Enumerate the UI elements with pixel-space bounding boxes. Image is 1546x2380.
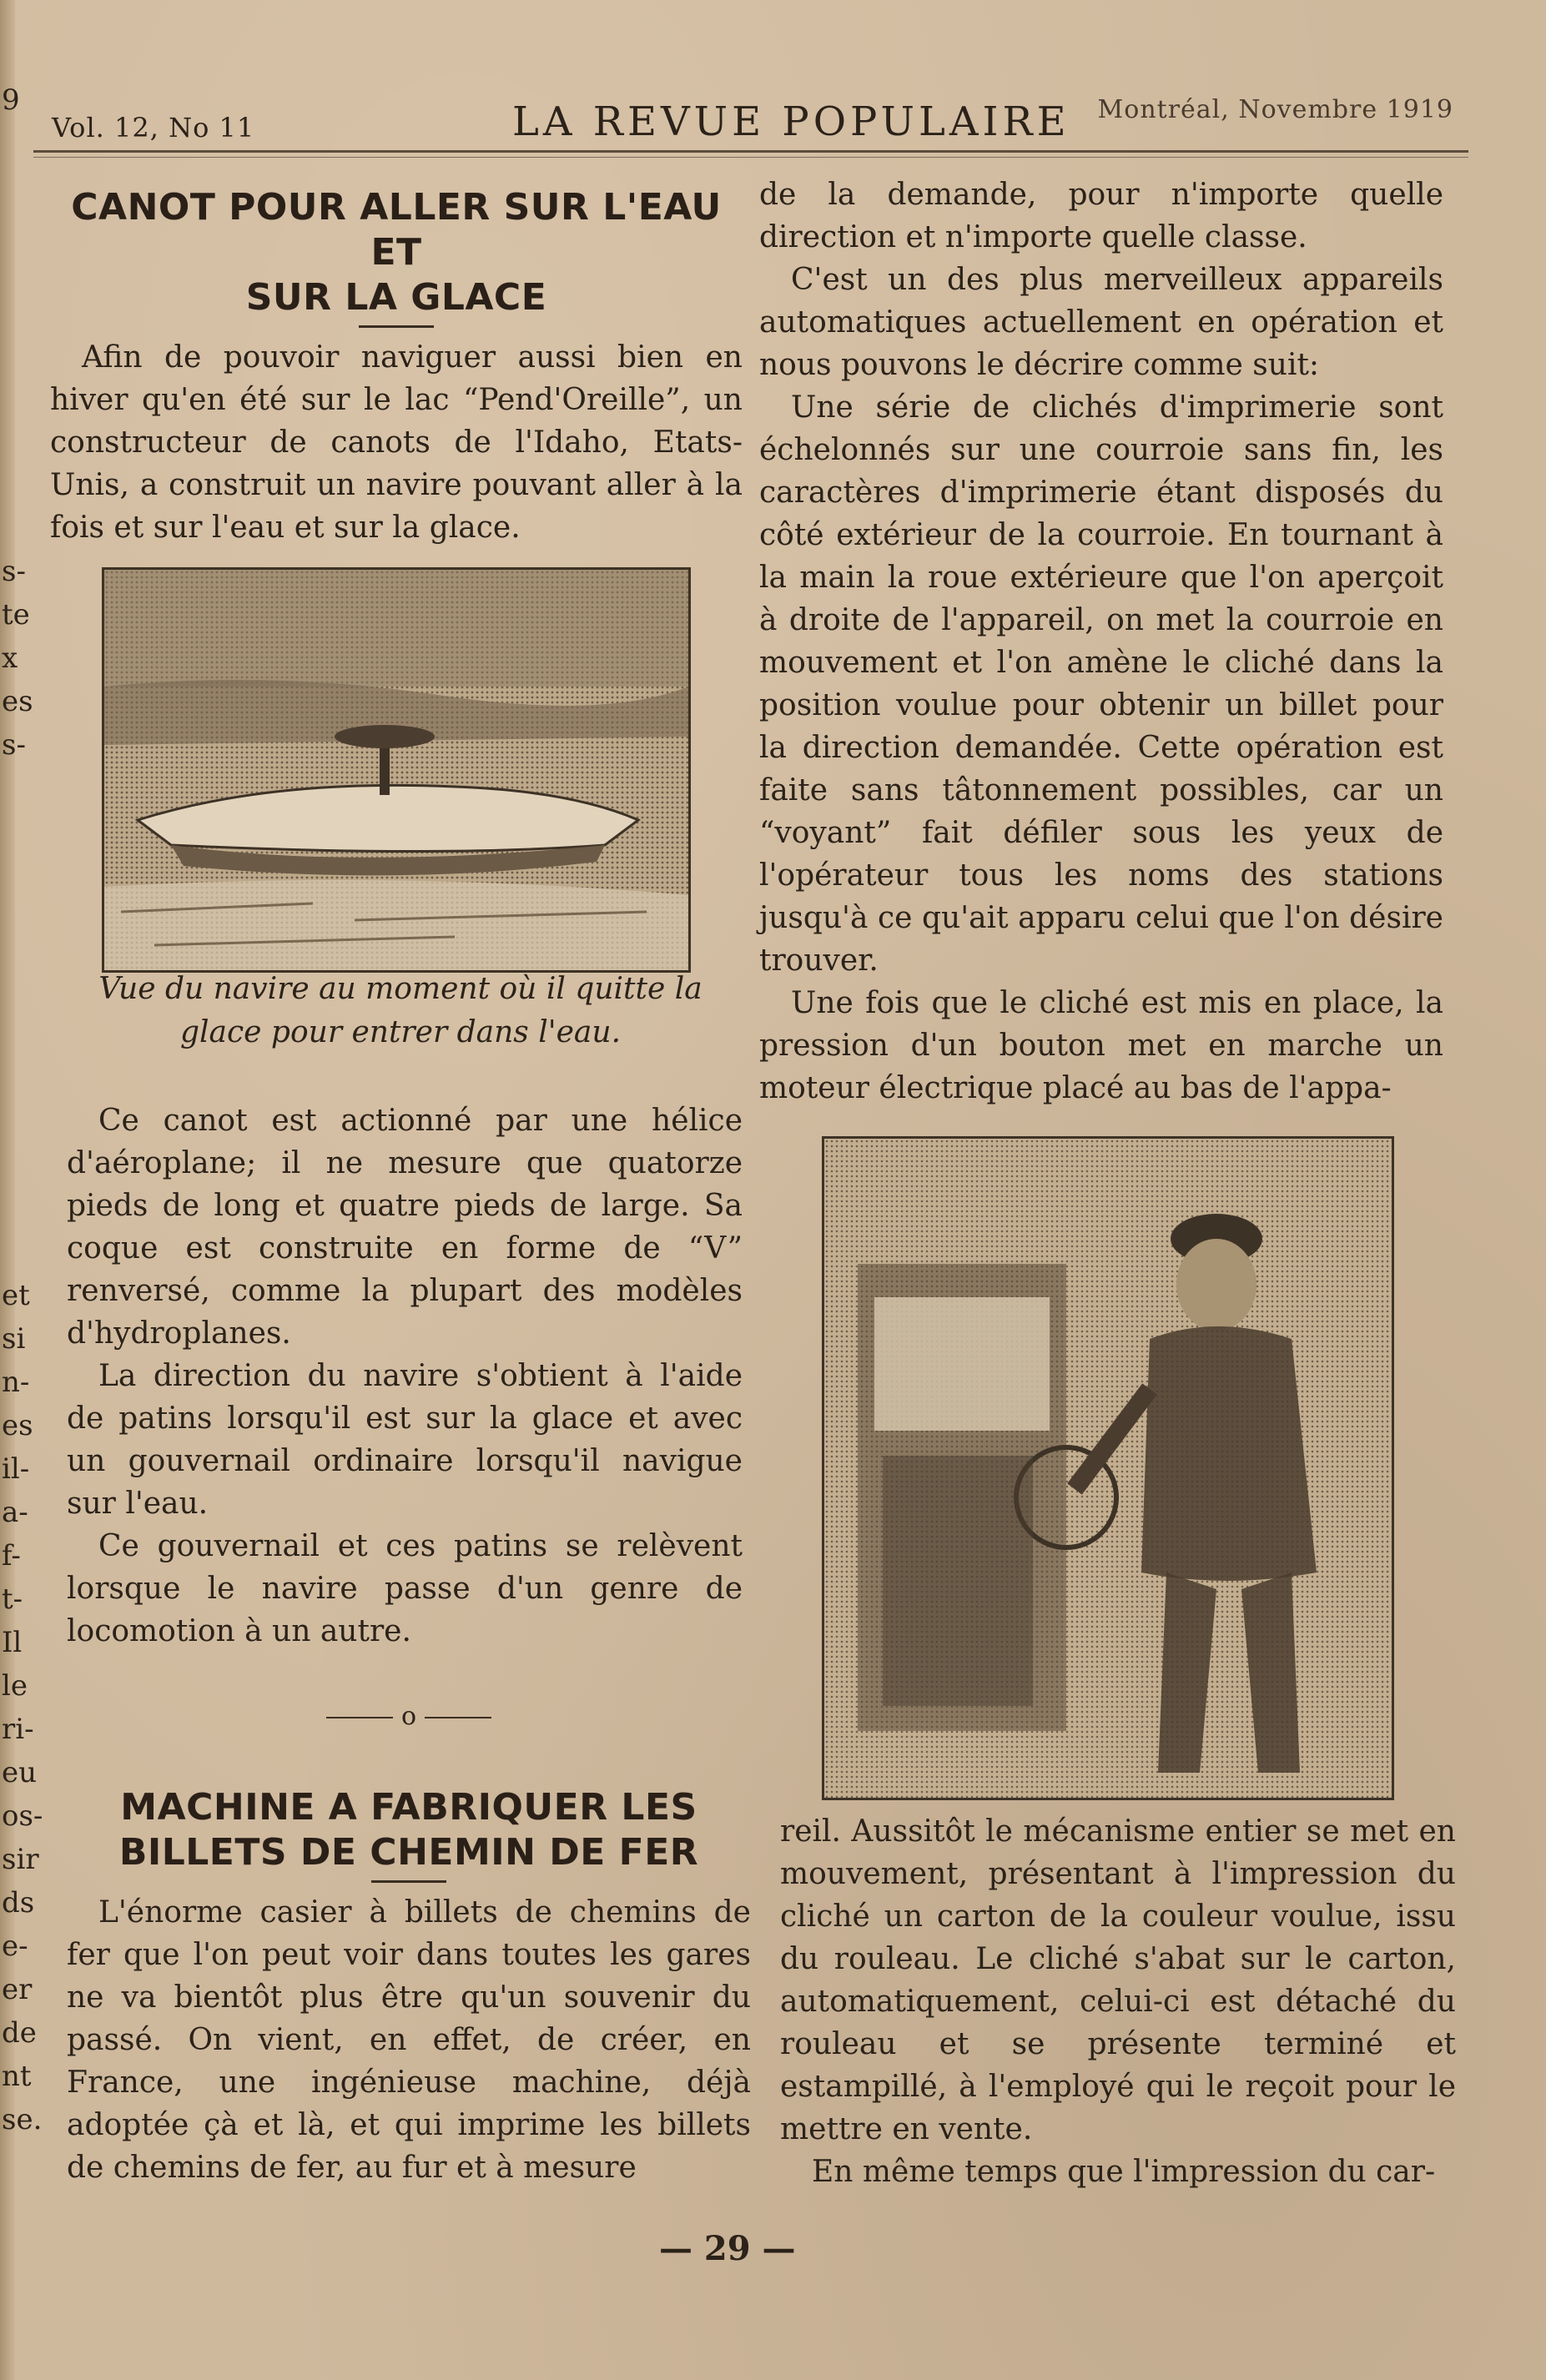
margin-fragment: et bbox=[2, 1279, 30, 1312]
article2-paragraph: de la demande, pour n'importe quelle direction et n'importe quelle classe. bbox=[759, 178, 1443, 254]
margin-fragment: de bbox=[2, 2016, 37, 2050]
article1-top bbox=[50, 185, 743, 549]
article1-paragraph: Afin de pouvoir naviguer aussi bien en hiver qu'en été sur le lac “Pend'Oreille”, un constructeur de canots de l'Idaho, Etats-Unis, a construit un navire pouvant aller à la fois et sur l'eau et sur la glace. bbox=[50, 340, 743, 545]
margin-fragment: nt bbox=[2, 2060, 32, 2093]
issue-date: Montréal, Novembre 1919 bbox=[1097, 95, 1453, 124]
volume-number: Vol. 12, No 11 bbox=[52, 112, 255, 143]
article1-paragraph: Ce canot est actionné par une hélice d'aéroplane; il ne mesure que quatorze pieds de long et quatre pieds de large. Sa coque est construite en forme de “V” renversé, comme la plupart des modèles d'hydroplanes. bbox=[67, 1104, 743, 1351]
page-number: — 29 — bbox=[659, 2229, 796, 2268]
margin-fragment: e- bbox=[2, 1930, 28, 1963]
headline-divider bbox=[359, 325, 434, 328]
article2-paragraph: L'énorme casier à billets de chemins de fer que l'on peut voir dans toutes les gares ne va bientôt plus être qu'un souvenir du passé. On vient, en effet, de créer, en France, une ingénieuse machine, déjà adoptée çà et là, et qui imprime les billets de chemins de fer, au fur et à mesure bbox=[67, 1895, 751, 2185]
article1-headline: CANOT POUR ALLER SUR L'EAU ET SUR LA GLACE bbox=[71, 186, 722, 319]
margin-fragment: il- bbox=[2, 1452, 30, 1486]
article2-paragraph: En même temps que l'impression du car- bbox=[812, 2155, 1436, 2189]
margin-fragment: te bbox=[2, 598, 30, 631]
margin-fragment: a- bbox=[2, 1496, 28, 1529]
margin-fragment: t- bbox=[2, 1582, 23, 1616]
article2-right-top bbox=[759, 174, 1443, 1109]
article2-paragraph: C'est un des plus merveilleux appareils automatiques actuellement en opération et nous pouvons le décrire comme suit: bbox=[759, 263, 1443, 382]
margin-fragment: se. bbox=[2, 2103, 43, 2136]
margin-fragment: s- bbox=[2, 555, 26, 588]
margin-fragment: ds bbox=[2, 1886, 35, 1920]
margin-fragment: si bbox=[2, 1322, 26, 1356]
margin-fragment: er bbox=[2, 1973, 33, 2006]
article2-paragraph: Une fois que le cliché est mis en place, la pression d'un bouton met en marche un moteur électrique placé au bas de l'appa- bbox=[759, 986, 1443, 1105]
headline-divider bbox=[371, 1880, 446, 1883]
article1-body bbox=[67, 1099, 743, 1653]
article2-right-bottom bbox=[780, 1810, 1456, 2193]
ticket-machine-photo-icon bbox=[822, 1136, 1394, 1800]
margin-fragment: le bbox=[2, 1669, 28, 1703]
margin-fragment: x bbox=[2, 642, 18, 675]
article2-left bbox=[67, 1785, 751, 2189]
magazine-title: LA REVUE POPULAIRE bbox=[512, 98, 1070, 145]
margin-fragment: ri- bbox=[2, 1713, 34, 1746]
article2-headline: MACHINE A FABRIQUER LES BILLETS DE CHEMIN DE FER bbox=[118, 1786, 699, 1874]
header-rule-thin bbox=[33, 157, 1468, 158]
margin-fragment: es bbox=[2, 685, 33, 718]
article1-paragraph: Ce gouvernail et ces patins se relèvent lorsque le navire passe d'un genre de locomotion à un autre. bbox=[67, 1529, 743, 1648]
article2-paragraph: Une série de clichés d'imprimerie sont échelonnés sur une courroie sans fin, les caractères d'imprimerie étant disposés du côté extérieur de la courroie. En tournant à la main la roue extérieure que l'on aperçoit à droite de l'appareil, on met la courroie en mouvement et l'on amène le cliché dans la position voulue pour obtenir un billet pour la direction demandée. Cette opération est faite sans tâtonnement possibles, car un “voyant” fait défiler sous les yeux de l'opérateur tous les noms des stations jusqu'à ce qu'ait apparu celui que l'on désire trouver. bbox=[759, 390, 1443, 978]
article1-paragraph: La direction du navire s'obtient à l'aide de patins lorsqu'il est sur la glace et avec un gouvernail ordinaire lorsqu'il navigue sur l'eau. bbox=[67, 1359, 743, 1521]
margin-fragment: os- bbox=[2, 1799, 43, 1833]
article-separator: o bbox=[309, 1702, 509, 1731]
figure1-caption: Vue du navire au moment où il quitte la glace pour entrer dans l'eau. bbox=[98, 972, 702, 1049]
boat-on-ice-photo-icon bbox=[102, 567, 691, 973]
margin-fragment: sir bbox=[2, 1843, 39, 1876]
margin-fragment: n- bbox=[2, 1366, 30, 1399]
margin-fragment: eu bbox=[2, 1756, 38, 1789]
page-header bbox=[52, 90, 1453, 145]
margin-fragment: es bbox=[2, 1409, 33, 1442]
margin-fragment: s- bbox=[2, 728, 26, 762]
margin-fragment: f- bbox=[2, 1539, 21, 1572]
margin-fragment: Il bbox=[2, 1626, 23, 1659]
margin-fragment: 9 bbox=[2, 83, 20, 117]
header-rule bbox=[33, 150, 1468, 153]
article2-paragraph: reil. Aussitôt le mécanisme entier se met en mouvement, présentant à l'impression du cliché un carton de la couleur voulue, issu du rouleau. Le cliché s'abat sur le carton, automatiquement, celui-ci est détaché du rouleau et se présente terminé et estampillé, à l'employé qui le reçoit pour le mettre en vente. bbox=[780, 1814, 1456, 2146]
